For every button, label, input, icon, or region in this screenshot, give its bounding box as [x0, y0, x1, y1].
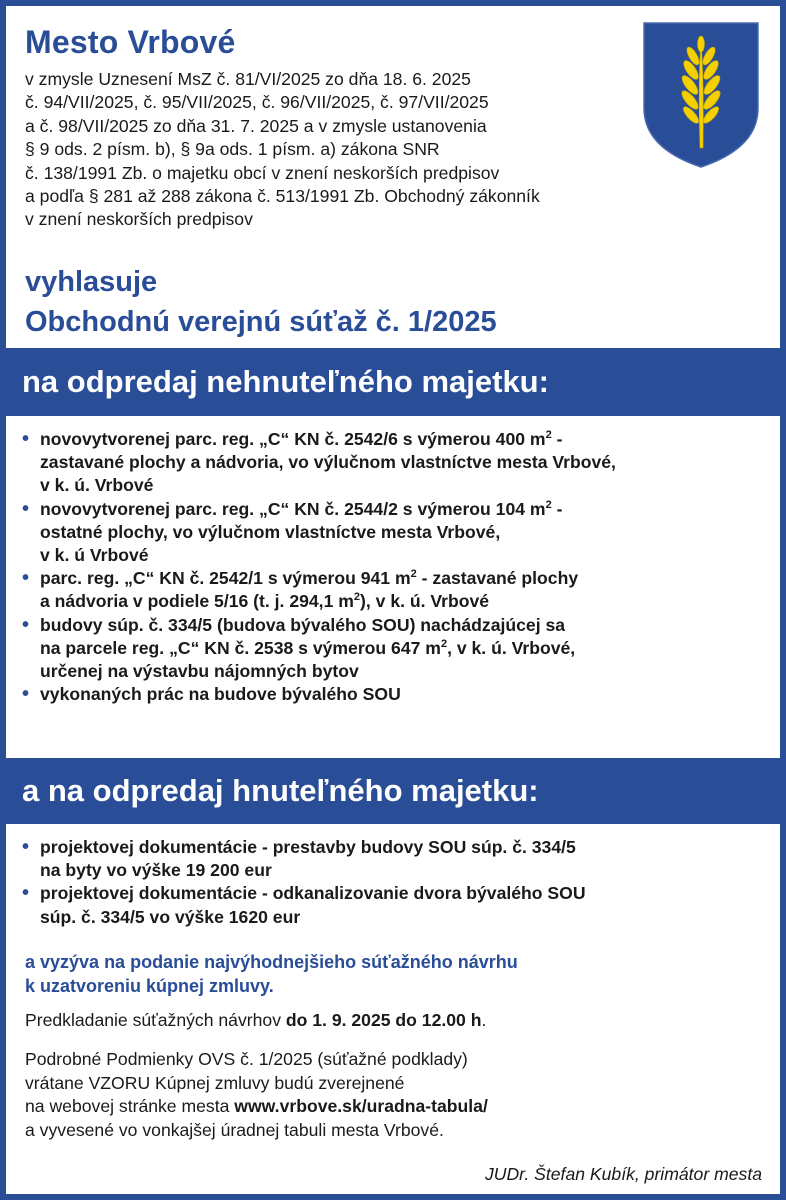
- intro-line: § 9 ods. 2 písm. b), § 9a ods. 1 písm. a) zákona SNR: [25, 139, 440, 160]
- intro-line: a č. 98/VII/2025 zo dňa 31. 7. 2025 a v zmysle ustanovenia: [25, 115, 487, 136]
- bullet-icon: •: [22, 683, 30, 706]
- header-section: [6, 6, 780, 346]
- intro-line: v znení neskorších predpisov: [25, 209, 253, 230]
- list-item: [20, 428, 750, 498]
- item-text: , v k. ú. Vrbové,: [447, 637, 576, 658]
- movable-heading: a na odpredaj hnuteľného majetku:: [6, 758, 780, 824]
- superscript: 2: [410, 568, 417, 581]
- immovable-list: [20, 428, 750, 706]
- superscript: 2: [440, 637, 448, 650]
- legal-basis-text: [25, 68, 675, 232]
- item-text: -: [551, 429, 563, 449]
- list-item: [20, 683, 750, 706]
- item-text: v k. ú. Vrbové: [40, 475, 154, 496]
- superscript: 2: [545, 498, 552, 511]
- bullet-icon: •: [22, 882, 30, 905]
- item-text: zastavané plochy a nádvoria, vo výlučnom vlastníctve mesta Vrbové,: [40, 452, 616, 473]
- conditions-line: Podrobné Podmienky OVS č. 1/2025 (súťažné podklady): [25, 1049, 468, 1069]
- item-text: novovytvorenej parc. reg. „C“ KN č. 2542/6 s výmerou 400 m: [40, 429, 546, 449]
- intro-line: a podľa § 281 až 288 zákona č. 513/1991 Zb. Obchodný zákonník: [25, 186, 540, 207]
- list-item: [20, 882, 750, 928]
- item-text: ostatné plochy, vo výlučnom vlastníctve mesta Vrbové,: [40, 521, 501, 542]
- list-item: [20, 836, 750, 882]
- bullet-icon: •: [22, 567, 30, 590]
- conditions-text-part: na webovej stránke mesta: [25, 1096, 235, 1117]
- notice-page: [6, 6, 780, 1194]
- conditions-line: vrátane VZORU Kúpnej zmluvy budú zverejnené: [25, 1072, 405, 1093]
- item-text: parc. reg. „C“ KN č. 2542/1 s výmerou 941 m: [40, 568, 411, 589]
- movable-list: [20, 836, 750, 929]
- town-title: Mesto Vrbové: [25, 24, 236, 60]
- item-text: projektovej dokumentácie - odkanalizovanie dvora bývalého SOU: [40, 883, 586, 904]
- superscript: 2: [545, 429, 552, 442]
- item-text: na parcele reg. „C“ KN č. 2538 s výmerou 647 m: [40, 637, 441, 658]
- list-item: [20, 498, 750, 568]
- bullet-icon: •: [22, 613, 30, 636]
- superscript: 2: [353, 591, 361, 604]
- call-line: a vyzýva na podanie najvýhodnejšieho súťažného návrhu: [25, 952, 518, 972]
- item-text: v k. ú Vrbové: [40, 545, 149, 566]
- item-text: projektovej dokumentácie - prestavby budovy SOU súp. č. 334/5: [40, 837, 576, 857]
- item-text: určenej na výstavbu nájomných bytov: [40, 661, 359, 682]
- intro-line: v zmysle Uznesení MsZ č. 81/VI/2025 zo dňa 18. 6. 2025: [25, 69, 471, 89]
- list-item: [20, 567, 750, 613]
- bullet-icon: •: [22, 428, 30, 450]
- item-text: -: [551, 498, 563, 519]
- announcement-heading: [25, 262, 497, 342]
- conditions-text: [25, 1048, 488, 1142]
- immovable-heading: na odpredaj nehnuteľného majetku:: [6, 348, 780, 416]
- item-text: vykonaných prác na budove bývalého SOU: [40, 684, 401, 705]
- item-text: súp. č. 334/5 vo výške 1620 eur: [40, 906, 301, 927]
- announce-verb: vyhlasuje: [25, 266, 158, 298]
- call-line: k uzatvoreniu kúpnej zmluvy.: [25, 976, 274, 996]
- submission-deadline: [25, 1010, 486, 1031]
- website-url-link[interactable]: www.vrbove.sk/uradna-tabula/: [234, 1096, 488, 1117]
- conditions-line: a vyvesené vo vonkajšej úradnej tabuli mesta Vrbové.: [25, 1119, 444, 1140]
- list-item: [20, 614, 750, 684]
- wheat-ear-coat-of-arms-icon: [640, 20, 762, 170]
- deadline-end: .: [481, 1010, 487, 1030]
- competition-title: Obchodnú verejnú súťaž č. 1/2025: [25, 306, 497, 338]
- mayor-signature: JUDr. Štefan Kubík, primátor mesta: [484, 1164, 762, 1184]
- call-to-action: [25, 950, 518, 998]
- deadline-date: do 1. 9. 2025 do 12.00 h: [285, 1010, 482, 1030]
- item-text: - zastavané plochy: [416, 568, 579, 589]
- item-text: na byty vo výške 19 200 eur: [40, 860, 272, 881]
- item-text: ), v k. ú. Vrbové: [360, 591, 490, 612]
- intro-line: č. 138/1991 Zb. o majetku obcí v znení neskorších predpisov: [25, 162, 500, 183]
- bullet-icon: •: [22, 497, 30, 520]
- bullet-icon: •: [22, 836, 30, 858]
- conditions-line: [25, 1095, 488, 1119]
- deadline-label: Predkladanie súťažných návrhov: [25, 1010, 286, 1030]
- item-text: novovytvorenej parc. reg. „C“ KN č. 2544/2 s výmerou 104 m: [40, 498, 546, 519]
- intro-line: č. 94/VII/2025, č. 95/VII/2025, č. 96/VII/2025, č. 97/VII/2025: [25, 92, 489, 113]
- item-text: a nádvoria v podiele 5/16 (t. j. 294,1 m: [40, 591, 354, 612]
- item-text: budovy súp. č. 334/5 (budova bývalého SOU) nachádzajúcej sa: [40, 614, 566, 635]
